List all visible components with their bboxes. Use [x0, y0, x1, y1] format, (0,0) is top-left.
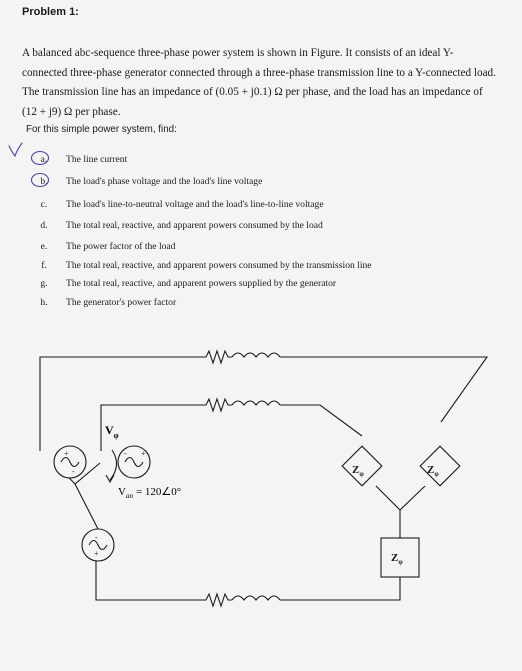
question-letter: b. — [40, 176, 48, 187]
handwritten-marks — [9, 143, 49, 187]
load-subscript: φ — [398, 558, 403, 566]
wire-bottom-left — [96, 561, 198, 600]
polarity-plus: + — [94, 549, 99, 558]
polarity-plus: + — [141, 449, 146, 458]
wire-bottom-right — [280, 575, 400, 600]
question-letter: c. — [40, 199, 48, 210]
find-prompt: For this simple power system, find: — [26, 124, 177, 135]
statement-line: connected three-phase generator connected through a three-phase transmission line to a Y-connected load. — [22, 66, 496, 79]
question-text: The load's phase voltage and the load's line voltage — [66, 176, 263, 187]
question-letter: g. — [40, 278, 48, 289]
polarity-minus: - — [124, 449, 127, 458]
polarity-plus: + — [64, 449, 69, 458]
handwritten-check-mark — [9, 143, 22, 156]
phase-voltage-subscript: φ — [113, 431, 119, 440]
wire-middle-left — [101, 405, 198, 451]
question-text: The total real, reactive, and apparent powers supplied by the generator — [66, 278, 337, 289]
line-resistor-a — [200, 351, 232, 363]
generator-sources — [54, 446, 150, 561]
statement-line: The transmission line has an impedance of (0.05 + j0.1) Ω per phase, and the load has an impedance of — [22, 86, 483, 98]
line-resistor-b — [198, 399, 232, 411]
source-voltage-subscript: an — [125, 492, 133, 500]
arrowhead-icon — [106, 475, 114, 482]
polarity-minus: - — [95, 533, 98, 542]
question-text: The load's line-to-neutral voltage and the load's line-to-line voltage — [66, 199, 324, 210]
problem-title: Problem 1: — [22, 6, 79, 18]
question-text: The total real, reactive, and apparent powers consumed by the transmission line — [66, 260, 372, 271]
source-voltage-symbol: V — [118, 486, 126, 498]
line-inductor-a — [232, 353, 280, 357]
question-text: The power factor of the load — [66, 241, 176, 252]
line-inductor-b — [232, 401, 280, 405]
circle-mark-a — [32, 152, 49, 165]
question-letter: e. — [40, 241, 48, 252]
load-subscript: φ — [359, 470, 364, 478]
question-letter: a. — [40, 154, 48, 165]
wire-top-right — [280, 357, 487, 422]
circuit-wires — [40, 351, 487, 606]
load-symbol: Z — [427, 464, 435, 476]
question-text: The line current — [66, 154, 128, 165]
line-resistor-c — [198, 594, 232, 606]
load-symbol: Z — [352, 464, 360, 476]
circle-mark-b — [32, 174, 49, 187]
question-letter: d. — [40, 220, 48, 231]
question-text: The total real, reactive, and apparent powers consumed by the load — [66, 220, 323, 231]
generator-neutral-wire — [75, 484, 98, 529]
statement-line: (12 + j9) Ω per phase. — [22, 105, 121, 118]
load-neutral-wire — [376, 486, 425, 510]
load-impedance-a — [342, 446, 382, 486]
polarity-minus: - — [72, 467, 75, 476]
wire-middle-right — [280, 405, 362, 436]
phase-voltage-label — [105, 423, 119, 440]
load-symbol: Z — [391, 552, 399, 564]
question-letter: f. — [41, 260, 47, 271]
question-text: The generator's power factor — [66, 297, 177, 308]
source-voltage-value: = 120∠0° — [135, 486, 182, 498]
line-inductor-c — [232, 596, 280, 600]
phase-voltage-symbol: V — [105, 423, 114, 437]
statement-line: A balanced abc-sequence three-phase power system is shown in Figure. It consists of an ideal Y- — [22, 47, 454, 59]
load-subscript: φ — [434, 470, 439, 478]
source-voltage-label — [118, 486, 181, 500]
wire-top-left — [40, 357, 200, 451]
phase-voltage-annotation — [105, 423, 119, 482]
question-letter: h. — [40, 297, 48, 308]
